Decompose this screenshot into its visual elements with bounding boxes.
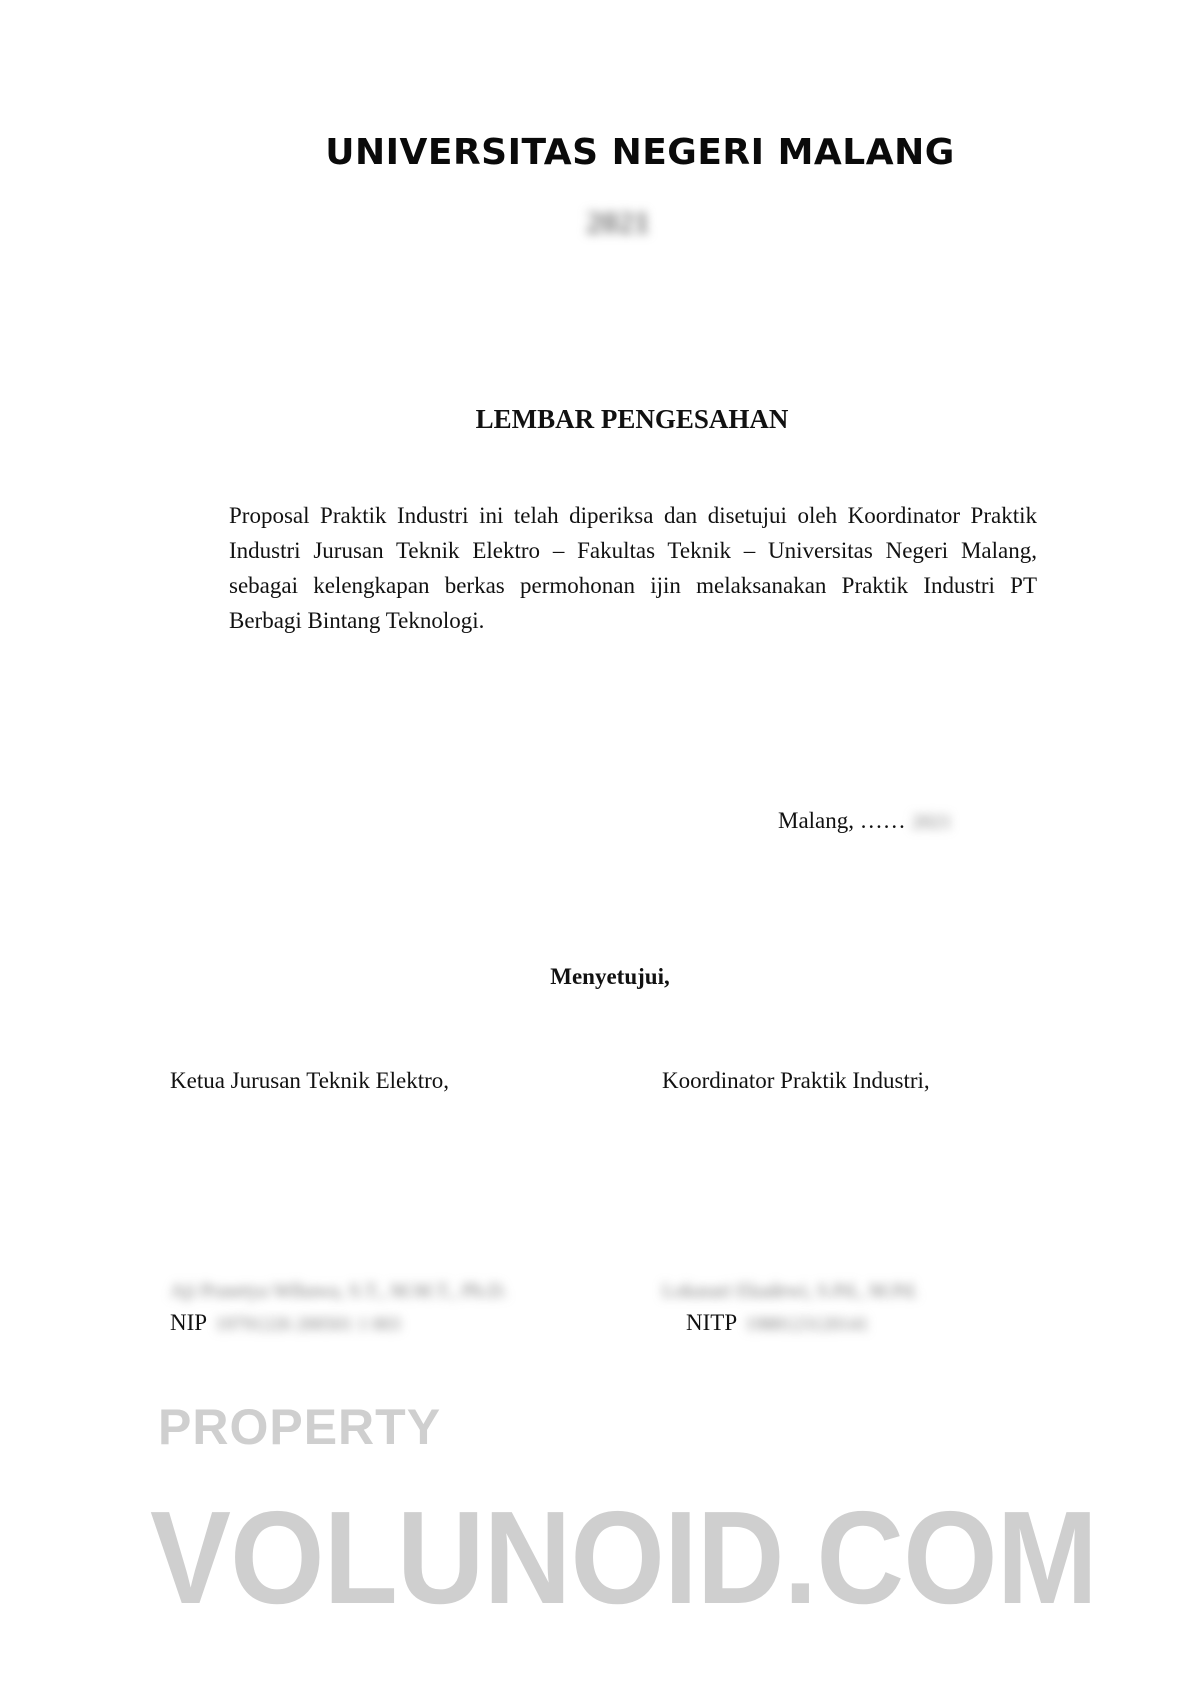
redacted-date-year: 2021 <box>911 811 952 833</box>
place-date-text: Malang, …… <box>778 808 906 833</box>
left-signer-id-line <box>170 1310 400 1336</box>
place-date-line <box>778 808 952 834</box>
right-signer-name-redacted: Lokasari Ekadewi, S.Pd., M.Pd. <box>662 1280 919 1302</box>
watermark-property: PROPERTY <box>158 1399 442 1455</box>
right-signer-role: Koordinator Praktik Industri, <box>662 1068 930 1093</box>
right-signer-id-line <box>686 1310 869 1336</box>
left-signer-id-label: NIP <box>170 1310 208 1335</box>
right-signer-id-redacted: 1988123120141 <box>745 1314 869 1335</box>
left-signer-name-redacted: Aji Prasetya Wibawa, S.T., M.M.T., Ph.D. <box>170 1280 508 1302</box>
approval-label: Menyetujui, <box>550 964 670 989</box>
watermark-site: VOLUNOID.COM <box>150 1484 1097 1631</box>
left-signer-id-redacted: 19791226 200501 1 003 <box>215 1314 401 1335</box>
approval-sheet-heading: LEMBAR PENGESAHAN <box>475 404 789 434</box>
university-title: UNIVERSITAS NEGERI MALANG <box>325 132 955 173</box>
right-signer-id-label: NITP <box>686 1310 738 1335</box>
left-signer-role: Ketua Jurusan Teknik Elektro, <box>170 1068 450 1093</box>
approval-statement: Proposal Praktik Industri ini telah diperiksa dan disetujui oleh Koordinator Praktik Industri Jurusan Teknik Elektro – Fakultas Teknik – Universitas Negeri Malang, sebagai kelengkapan berkas permohonan ijin melaksanakan Praktik Industri PT Berbagi Bintang Teknologi. <box>229 503 1037 633</box>
redacted-year: 2021 <box>586 204 650 240</box>
